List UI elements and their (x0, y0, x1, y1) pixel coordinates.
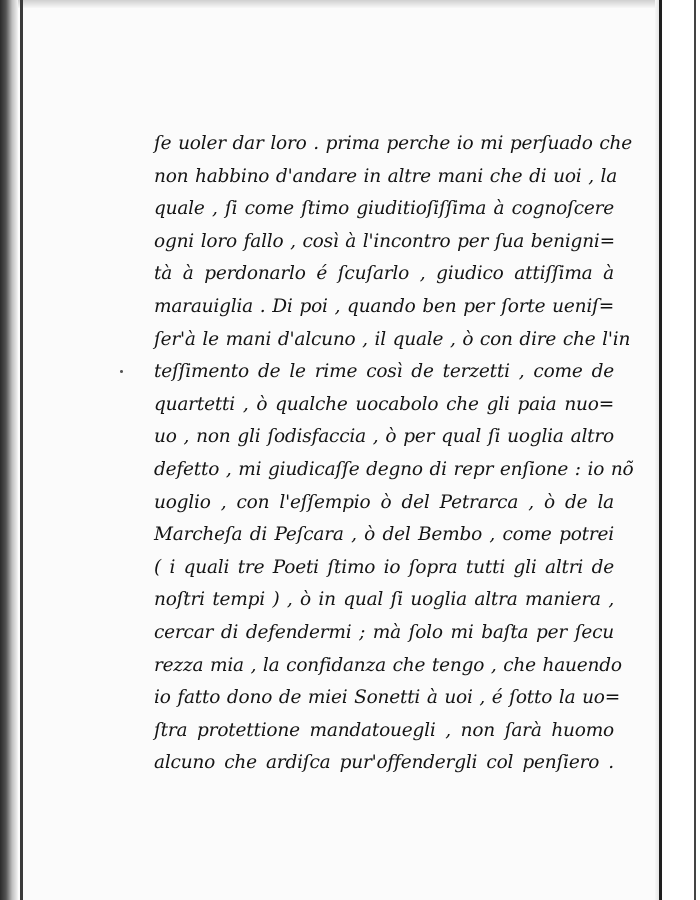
text-line: non habbino d'andare in altre mani che di uoi , la (154, 165, 618, 187)
text-line: tà à perdonarlo é ſcuſarlo , giudico attiſſima à (154, 263, 614, 285)
page-right-border (659, 0, 662, 900)
text-line: quale , ſi come ſtimo giuditioſiſſima à cognoſcere (154, 198, 614, 220)
text-line: teſſimento de le rime così de terzetti , come de (154, 361, 614, 383)
page-top-edge (0, 0, 700, 8)
text-line: uo , non gli ſodisfaccia , ò per qual ſi uoglia altro (154, 426, 614, 448)
text-line: alcuno che ardiſca pur'offendergli col penſiero . (154, 752, 614, 774)
page-left-border (20, 0, 23, 900)
text-line: rezza mia , la confidanza che tengo , che hauendo (154, 654, 622, 676)
ink-speck (120, 370, 123, 373)
text-line: ſe uoler dar loro . prima perche io mi perſuado che (154, 133, 632, 154)
text-line: Marcheſa di Peſcara , ò del Bembo , come potrei (154, 524, 614, 546)
next-page-edge (694, 0, 696, 900)
text-line: ſer'à le mani d'alcuno , il quale , ò con dire che l'in (154, 328, 631, 350)
text-line: marauiglia . Di poi , quando ben per ſorte ueniſ= (154, 295, 614, 317)
text-line: uoglio , con l'eſſempio ò del Petrarca , ò de la (154, 491, 614, 513)
text-line: ogni loro fallo , così à l'incontro per ſua benigni= (154, 230, 615, 252)
text-line: noſtri tempi ) , ò in qual ſi uoglia altra maniera , (154, 589, 614, 611)
text-line: ( i quali tre Poeti ſtimo io ſopra tutti gli altri de (154, 556, 614, 578)
text-line: defetto , mi giudicaſſe degno di repr enſione : io nõ (154, 458, 634, 480)
text-line: ſtra protettione mandatouegli , non ſarà huomo (154, 719, 614, 741)
body-text (154, 128, 634, 780)
text-line: quartetti , ò qualche uocabolo che gli paia nuo= (154, 393, 614, 415)
text-line: io fatto dono de miei Sonetti à uoi , é ſotto la uo= (154, 687, 621, 709)
book-gutter-shadow (0, 0, 18, 900)
text-line: cercar di defendermi ; mà ſolo mi baſta per ſecu (154, 621, 614, 643)
